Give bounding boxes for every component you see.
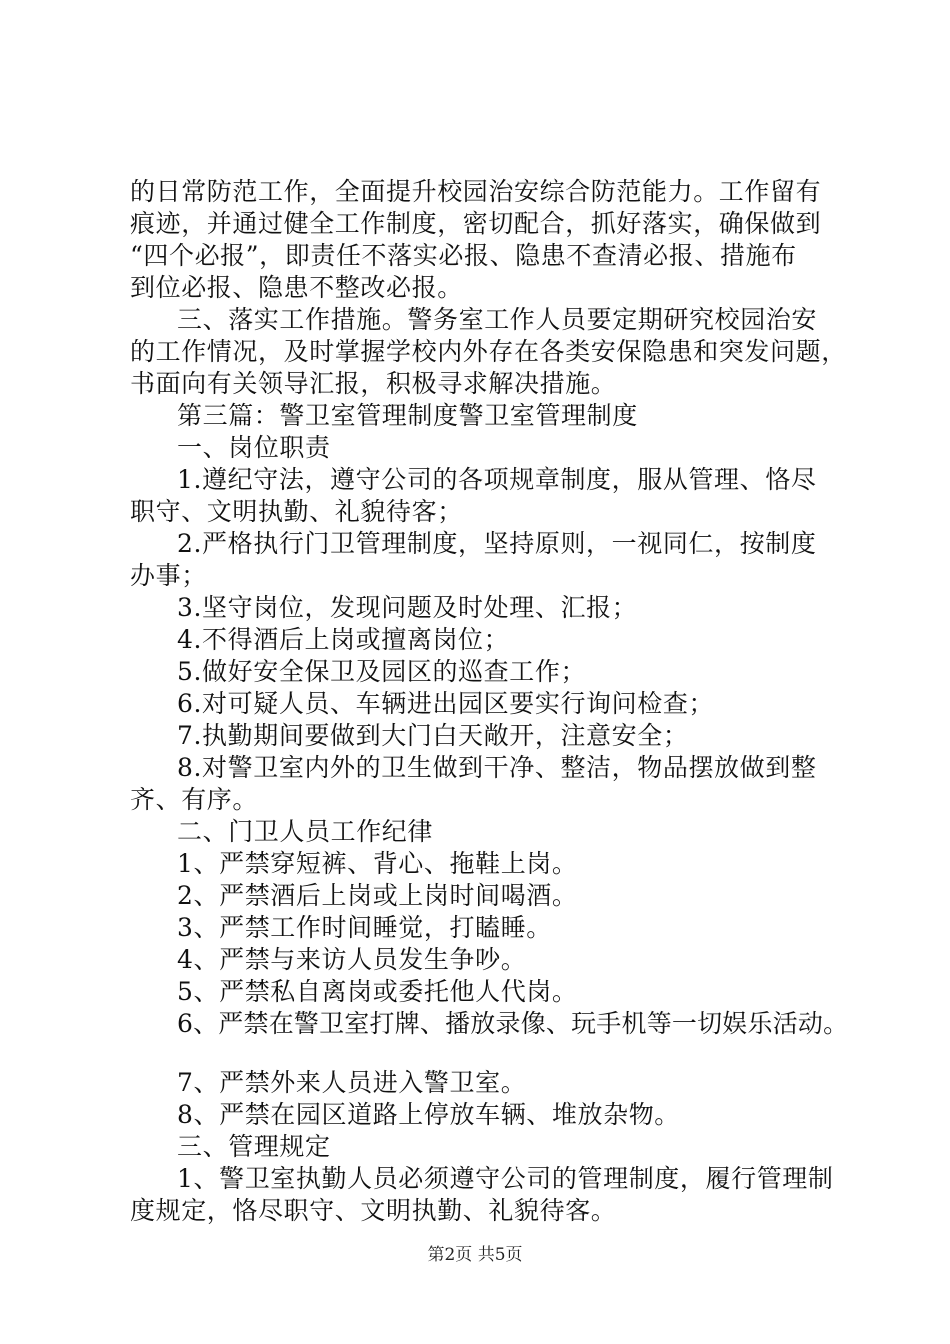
text-line: 度规定，恪尽职守、文明执勤、礼貌待客。 bbox=[130, 1196, 617, 1225]
text-line: 的工作情况，及时掌握学校内外存在各类安保隐患和突发问题， bbox=[130, 337, 847, 366]
list-item: 2.严格执行门卫管理制度，坚持原则，一视同仁，按制度 bbox=[177, 529, 817, 558]
list-item: 1.遵纪守法，遵守公司的各项规章制度，服从管理、恪尽 bbox=[177, 465, 817, 494]
list-item: 3、严禁工作时间睡觉，打瞌睡。 bbox=[177, 913, 552, 942]
list-item: 5、严禁私自离岗或委托他人代岗。 bbox=[177, 977, 578, 1006]
text-line: 三、落实工作措施。警务室工作人员要定期研究校园治安 bbox=[177, 305, 818, 334]
list-item: 8、严禁在园区道路上停放车辆、堆放杂物。 bbox=[177, 1100, 680, 1129]
list-item: 4.不得酒后上岗或擅离岗位； bbox=[177, 625, 510, 654]
text-line: 职守、文明执勤、礼貌待客； bbox=[130, 497, 463, 526]
text-line: “四个必报”，即责任不落实必报、隐患不查清必报、措施布 bbox=[130, 241, 797, 270]
list-item: 1、严禁穿短裤、背心、拖鞋上岗。 bbox=[177, 849, 578, 878]
text-line: 的日常防范工作，全面提升校园治安综合防范能力。工作留有 bbox=[130, 177, 822, 206]
section-heading: 二、门卫人员工作纪律 bbox=[177, 817, 434, 846]
list-item: 6.对可疑人员、车辆进出园区要实行询问检查； bbox=[177, 689, 715, 718]
list-item: 6、严禁在警卫室打牌、播放录像、玩手机等一切娱乐活动。 bbox=[177, 1009, 849, 1038]
section-heading: 一、岗位职责 bbox=[177, 433, 331, 462]
section-heading: 第三篇：警卫室管理制度警卫室管理制度 bbox=[177, 401, 638, 430]
list-item: 8.对警卫室内外的卫生做到干净、整洁，物品摆放做到整 bbox=[177, 753, 817, 782]
text-line: 书面向有关领导汇报，积极寻求解决措施。 bbox=[130, 369, 617, 398]
text-line: 到位必报、隐患不整改必报。 bbox=[130, 273, 463, 302]
list-item: 7.执勤期间要做到大门白天敞开，注意安全； bbox=[177, 721, 689, 750]
list-item: 5.做好安全保卫及园区的巡查工作； bbox=[177, 657, 587, 686]
text-line: 办事； bbox=[130, 561, 207, 590]
list-item: 1、警卫室执勤人员必须遵守公司的管理制度，履行管理制 bbox=[177, 1164, 834, 1193]
page-number: 第2页 共5页 bbox=[427, 1245, 523, 1265]
list-item: 3.坚守岗位，发现问题及时处理、汇报； bbox=[177, 593, 638, 622]
list-item: 7、严禁外来人员进入警卫室。 bbox=[177, 1068, 527, 1097]
list-item: 4、严禁与来访人员发生争吵。 bbox=[177, 945, 527, 974]
text-line: 痕迹，并通过健全工作制度，密切配合，抓好落实，确保做到 bbox=[130, 209, 822, 238]
text-line: 齐、有序。 bbox=[130, 785, 259, 814]
list-item: 2、严禁酒后上岗或上岗时间喝酒。 bbox=[177, 881, 578, 910]
section-heading: 三、管理规定 bbox=[177, 1132, 331, 1161]
